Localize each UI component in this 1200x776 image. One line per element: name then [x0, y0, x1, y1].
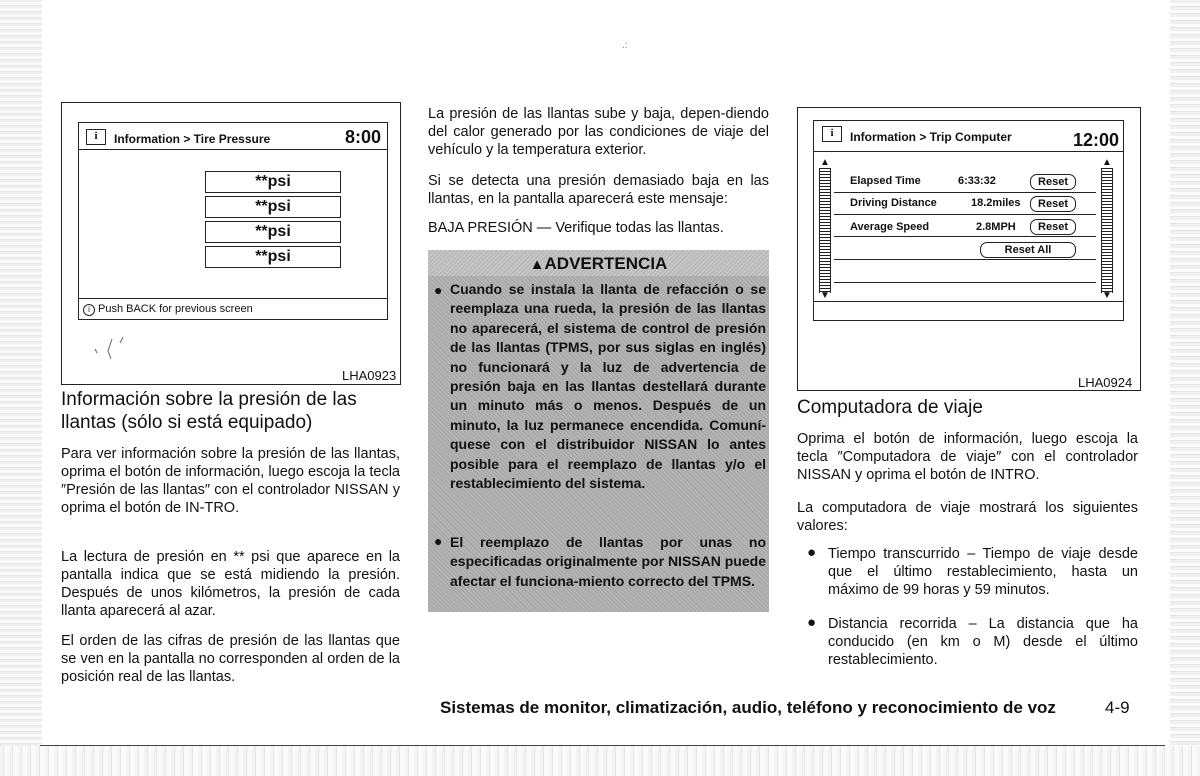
paragraph: Si se detecta una presión demasiado baja en las llantas, en la pantalla aparecerá este mensaje:	[428, 173, 769, 207]
bullet-dot: ●	[807, 614, 817, 631]
up-arrow-icon: ▲	[1102, 157, 1112, 168]
row-divider	[834, 259, 1096, 260]
reset-all-button[interactable]: Reset All	[980, 242, 1076, 258]
tire-psi-readout-2: **psi	[205, 196, 341, 218]
push-back-hint	[83, 303, 253, 316]
trip-row-value: 18.2miles	[971, 197, 1021, 209]
page-number: 4-9	[1105, 698, 1130, 717]
footer-section-title: Sistemas de monitor, climatización, audio, teléfono y reconocimiento de voz	[440, 698, 1056, 717]
paragraph: Para ver información sobre la presión de las llantas, oprima el botón de información, luego escoja la tecla ″Presión de las llantas″ con el controlador NISSAN y oprima el botón de IN-TRO.	[61, 446, 400, 516]
row-divider	[834, 214, 1096, 215]
push-back-text: Push BACK for previous screen	[98, 303, 253, 315]
scan-edge-right	[1170, 0, 1200, 776]
screen-divider	[814, 151, 1123, 152]
scan-speck	[90, 329, 140, 369]
scan-mark: .:	[622, 40, 628, 51]
screen-footer-divider	[79, 298, 387, 299]
trip-row-label: Driving Distance	[850, 197, 937, 209]
tire-pressure-figure	[61, 102, 401, 385]
info-circle-icon: i	[83, 304, 95, 316]
warning-title: ADVERTENCIA	[544, 254, 668, 273]
screen-clock: 12:00	[1073, 130, 1120, 150]
paragraph: El orden de las cifras de presión de las llantas que se ven en la pantalla no corresponden al orden de la posición real de las llantas.	[61, 633, 400, 685]
scan-edge-left	[0, 0, 42, 776]
info-icon: i	[822, 126, 842, 142]
trip-computer-figure	[797, 107, 1141, 391]
paragraph: La computadora de viaje mostrará los siguientes valores:	[797, 500, 1138, 534]
trip-computer-screen	[813, 120, 1124, 321]
trip-row-label: Average Speed	[850, 221, 930, 233]
scan-edge-bottom	[0, 746, 1200, 776]
down-arrow-icon: ▼	[820, 290, 830, 301]
warning-item: Cuando se instala la llanta de refacción o se reemplaza una rueda, la presión de las llantas no aparecerá, el sistema de control de presión de las llantas (TPMS, por sus siglas en inglés) no funcionará y la luz de advertencia de presión baja en las llantas destellará durante un minuto más o menos. Después de un minuto, la luz permanece encendida. Comuní-quese con el distribuidor NISSAN lo antes posible para el reemplazo de llantas y/o el restablecimiento del sistema.	[450, 281, 766, 492]
reset-button[interactable]: Reset	[1030, 174, 1076, 190]
paragraph: BAJA PRESIÓN — Verifique todas las llantas.	[428, 220, 724, 236]
screen-title: Information > Trip Computer	[850, 130, 1012, 144]
info-icon: i	[86, 129, 106, 145]
bottom-rule	[40, 745, 1165, 746]
warning-item: El reemplazo de llantas por unas no especificadas originalmente por NISSAN puede afectar el funciona-miento correcto del TPMS.	[450, 534, 766, 589]
row-divider	[834, 236, 1096, 237]
trip-row-value: 6:33:32	[958, 175, 996, 187]
trip-row-value: 2.8MPH	[976, 221, 1016, 233]
trip-row-label: Elapsed Time	[850, 175, 921, 187]
section-heading: Computadora de viaje	[797, 397, 983, 418]
reset-button[interactable]: Reset	[1030, 196, 1076, 212]
scroll-indicator-right	[1101, 168, 1113, 293]
tire-psi-readout-3: **psi	[205, 221, 341, 243]
paragraph: La lectura de presión en ** psi que aparece en la pantalla indica que se está midiendo la presión. Después de unos kilómetros, la presión de cada llanta aparecerá al azar.	[61, 549, 400, 619]
figure-code: LHA0924	[1078, 375, 1133, 390]
down-arrow-icon: ▼	[1102, 290, 1112, 301]
screen-title: Information > Tire Pressure	[114, 132, 271, 146]
tire-psi-readout-1: **psi	[205, 171, 341, 193]
row-divider	[834, 192, 1096, 193]
paragraph: La presión de las llantas sube y baja, depen-diendo del calor generado por las condiciones de viaje del vehículo y la temperatura exterior.	[428, 106, 769, 158]
row-divider	[834, 282, 1096, 283]
bullet-dot: ●	[807, 544, 817, 561]
warning-header	[428, 250, 769, 276]
section-heading-line-2: llantas (sólo si está equipado)	[61, 412, 313, 433]
scroll-indicator-left	[819, 168, 831, 293]
bullet-item: Tiempo transcurrido – Tiempo de viaje desde que el último restablecimiento, hasta un máximo de 99 horas y 59 minutos.	[828, 546, 1138, 598]
screen-clock: 8:00	[345, 127, 382, 147]
screen-divider	[79, 149, 387, 150]
warning-box	[428, 250, 769, 612]
section-heading-line-1: Información sobre la presión de las	[61, 389, 357, 410]
tire-pressure-screen	[78, 122, 388, 320]
bullet-item: Distancia recorrida – La distancia que ha conducido (en km o M) desde el último restablecimiento.	[828, 616, 1138, 668]
warning-triangle-icon: ▲	[529, 256, 545, 273]
paragraph: Oprima el botón de información, luego escoja la tecla ″Computadora de viaje″ con el controlador NISSAN y oprima el botón de INTRO.	[797, 431, 1138, 483]
reset-button[interactable]: Reset	[1030, 219, 1076, 235]
bullet-dot: ●	[434, 533, 443, 549]
up-arrow-icon: ▲	[820, 157, 830, 168]
tire-psi-readout-4: **psi	[205, 246, 341, 268]
figure-code: LHA0923	[342, 368, 397, 383]
screen-footer-divider	[814, 301, 1123, 302]
bullet-dot: ●	[434, 282, 443, 298]
